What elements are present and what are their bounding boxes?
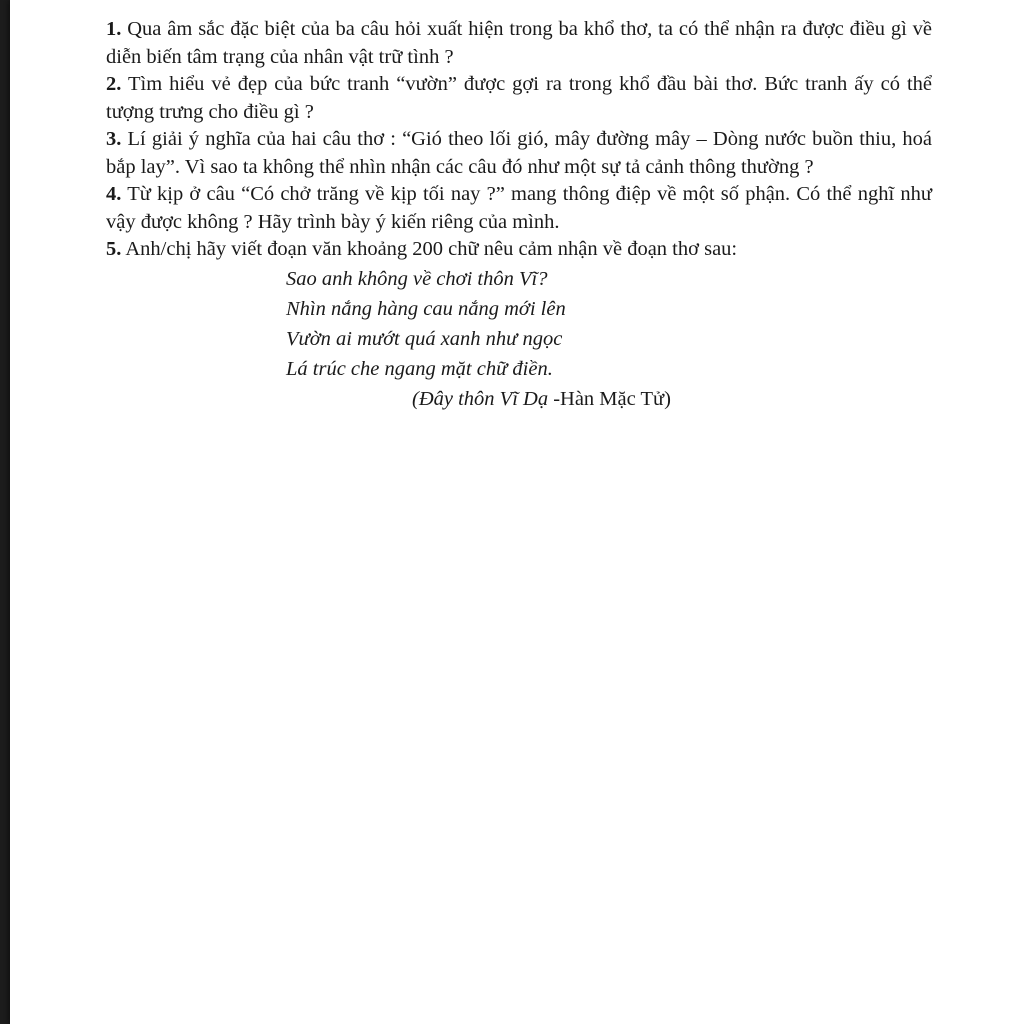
poem-line: Vườn ai mướt quá xanh như ngọc — [286, 327, 563, 350]
poem-source-author: -Hàn Mặc Tử) — [553, 387, 671, 410]
question-number: 3. — [106, 128, 122, 150]
poem-line: Lá trúc che ngang mặt chữ điền. — [286, 357, 553, 380]
question-3 — [106, 126, 932, 181]
question-1 — [106, 16, 932, 71]
question-text: Qua âm sắc đặc biệt của ba câu hỏi xuất hiện trong ba khổ thơ, ta có thể nhận ra được điều gì về diễn biến tâm trạng của nhân vật trữ tình ? — [106, 18, 932, 68]
poem-line: Nhìn nắng hàng cau nắng mới lên — [286, 297, 566, 320]
question-4 — [106, 181, 932, 236]
poem-citation — [106, 384, 932, 414]
document-content — [106, 16, 932, 414]
poem-line: Sao anh không về chơi thôn Vĩ? — [286, 267, 548, 290]
poem-source-title: (Đây thôn Vĩ Dạ — [412, 387, 549, 410]
document-page — [10, 0, 1024, 1024]
poem-source — [106, 384, 932, 414]
question-number: 4. — [106, 183, 122, 205]
question-text: Lí giải ý nghĩa của hai câu thơ : “Gió theo lối gió, mây đường mây – Dòng nước buồn thiu, hoá bắp lay”. Vì sao ta không thể nhìn nhận các câu đó như một sự tả cảnh thông thường ? — [106, 128, 932, 178]
question-text: Anh/chị hãy viết đoạn văn khoảng 200 chữ nêu cảm nhận về đoạn thơ sau: — [125, 238, 738, 260]
question-number: 1. — [106, 18, 122, 40]
question-5 — [106, 236, 932, 264]
question-text: Từ kịp ở câu “Có chở trăng về kịp tối nay ?” mang thông điệp về một số phận. Có thể nghĩ như vậy được không ? Hãy trình bày ý kiến riêng của mình. — [106, 183, 932, 233]
poem-excerpt — [106, 264, 932, 384]
question-number: 5. — [106, 238, 122, 260]
question-number: 2. — [106, 73, 122, 95]
question-text: Tìm hiểu vẻ đẹp của bức tranh “vườn” được gợi ra trong khổ đầu bài thơ. Bức tranh ấy có thể tượng trưng cho điều gì ? — [106, 73, 932, 123]
question-2 — [106, 71, 932, 126]
